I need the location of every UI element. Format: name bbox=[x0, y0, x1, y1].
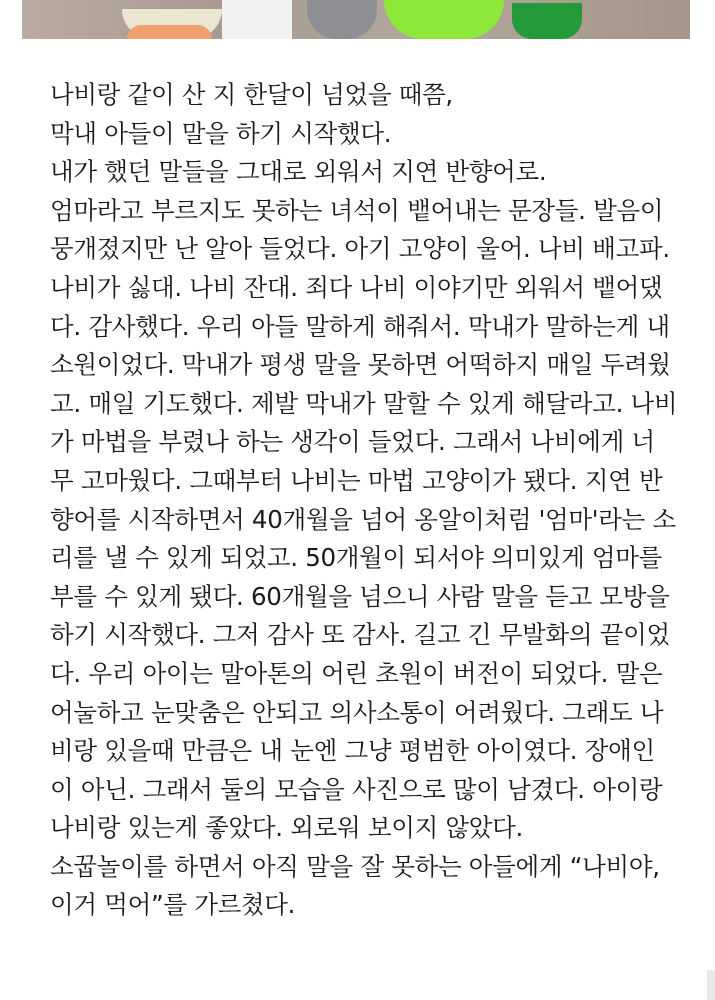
text-line: 어눌하고 눈맞춤은 안되고 의사소통이 어려웠다. 그래도 나 bbox=[50, 697, 664, 727]
text-line: 나비랑 있는게 좋았다. 외로워 보이지 않았다. bbox=[50, 813, 524, 843]
text-line: 향어를 시작하면서 40개월을 넘어 옹알이처럼 '엄마'라는 소 bbox=[50, 504, 676, 534]
text-line: 비랑 있을때 만큼은 내 눈엔 그냥 평범한 아이였다. 장애인 bbox=[50, 736, 655, 766]
article-body bbox=[50, 76, 700, 925]
text-line: 부를 수 있게 됐다. 60개월을 넘으니 사람 말을 듣고 모방을 bbox=[50, 581, 670, 611]
text-line: 다. 우리 아이는 말아톤의 어린 초원이 버전이 되었다. 말은 bbox=[50, 658, 663, 688]
text-line: 내가 했던 말들을 그대로 외워서 지연 반향어로. bbox=[50, 157, 547, 187]
toy-kitchen-photo bbox=[22, 0, 690, 39]
text-line: 무 고마웠다. 그때부터 나비는 마법 고양이가 됐다. 지연 반 bbox=[50, 465, 663, 495]
green-bowl bbox=[384, 0, 504, 39]
gray-bottle bbox=[307, 0, 377, 39]
text-line: 이거 먹어”를 가르쳤다. bbox=[50, 890, 296, 920]
text-line: 나비가 싫대. 나비 잔대. 죄다 나비 이야기만 외워서 뱉어댔 bbox=[50, 272, 663, 302]
green-pepper-toy bbox=[512, 3, 582, 39]
text-line: 가 마법을 부렸나 하는 생각이 들었다. 그래서 나비에게 너 bbox=[50, 427, 655, 457]
scrollbar[interactable] bbox=[707, 970, 715, 1000]
text-line: 나비랑 같이 산 지 한달이 넘었을 때쯤, bbox=[50, 80, 453, 109]
text-line: 막내 아들이 말을 하기 시작했다. bbox=[50, 118, 392, 148]
text-line: 엄마라고 부르지도 못하는 녀석이 뱉어내는 문장들. 발음이 bbox=[50, 195, 664, 225]
text-line: 소원이었다. 막내가 평생 말을 못하면 어떡하지 매일 두려웠 bbox=[50, 350, 671, 380]
text-line: 리를 낼 수 있게 되었고. 50개월이 되서야 의미있게 엄마를 bbox=[50, 543, 663, 573]
text-line: 다. 감사했다. 우리 아들 말하게 해줘서. 막내가 말하는게 내 bbox=[50, 311, 670, 341]
orange-bowl bbox=[127, 25, 212, 39]
text-line: 하기 시작했다. 그저 감사 또 감사. 길고 긴 무발화의 끝이었 bbox=[50, 620, 670, 650]
text-line: 소꿉놀이를 하면서 아직 말을 잘 못하는 아들에게 “나비야, bbox=[50, 851, 660, 881]
text-line: 뭉개졌지만 난 알아 들었다. 아기 고양이 울어. 나비 배고파. bbox=[50, 234, 670, 264]
white-toy bbox=[222, 0, 292, 39]
text-line: 고. 매일 기도했다. 제발 막내가 말할 수 있게 해달라고. 나비 bbox=[50, 388, 678, 418]
text-line: 이 아닌. 그래서 둘의 모습을 사진으로 많이 남겼다. 아이랑 bbox=[50, 774, 663, 804]
